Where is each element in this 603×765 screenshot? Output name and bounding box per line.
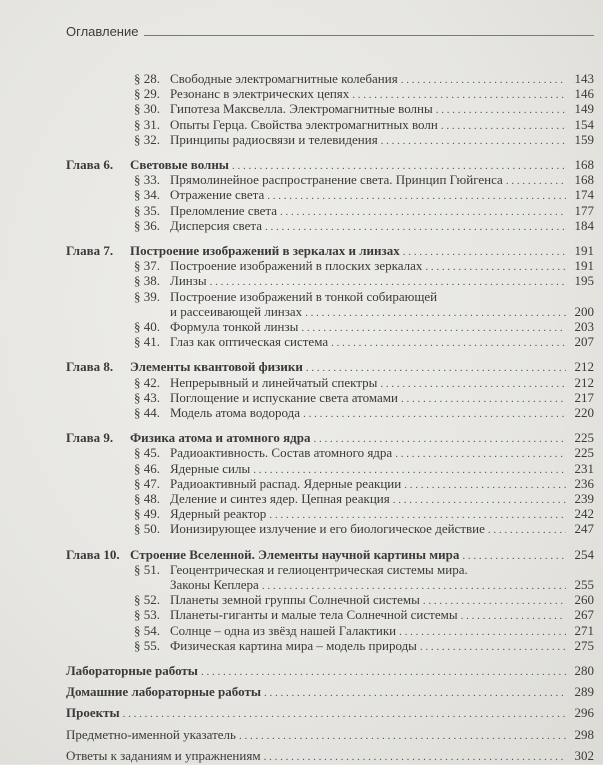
page-number: 236 (574, 475, 594, 491)
page-number: 200 (574, 303, 594, 319)
dot-leader (420, 640, 566, 655)
dot-leader (239, 729, 566, 744)
chapter-number: Глава 7. (66, 243, 114, 258)
page-number: 212 (574, 374, 594, 390)
section-number: § 53. (134, 607, 160, 623)
section-number: § 32. (134, 131, 160, 147)
chapter-number: Глава 6. (66, 157, 114, 172)
section-number: § 31. (134, 116, 160, 132)
section-number: § 52. (134, 592, 160, 608)
section-number: § 46. (134, 460, 160, 476)
section-title[interactable]: Радиоактивный распад. Ядерные реакции (170, 475, 402, 491)
section-number: § 40. (134, 319, 160, 334)
toc-appendix-row[interactable] (66, 727, 594, 744)
page-number: 275 (574, 637, 594, 653)
section-title[interactable]: Планеты-гиганты и малые тела Солнечной системы (170, 607, 458, 623)
appendix-title[interactable]: Домашние лабораторные работы (66, 684, 261, 700)
toc-section-row[interactable] (134, 562, 594, 577)
section-title[interactable]: Построение изображений в плоских зеркалах (170, 258, 423, 274)
section-title[interactable]: Формула тонкой линзы (170, 319, 299, 334)
page-number: 289 (574, 684, 594, 700)
page-number: 168 (574, 157, 594, 172)
section-number: § 39. (134, 288, 160, 304)
page-number: 271 (574, 622, 594, 638)
chapter-number: Глава 9. (66, 430, 114, 446)
running-header (66, 23, 594, 39)
dot-leader (264, 750, 566, 765)
section-number: § 45. (134, 445, 160, 461)
section-title-continuation[interactable]: Законы Кеплера (170, 577, 259, 592)
section-title[interactable]: Отражение света (170, 187, 265, 203)
page-number: 242 (574, 506, 594, 522)
dot-leader (123, 707, 566, 722)
dot-leader (201, 665, 566, 680)
page-number: 217 (574, 389, 594, 405)
section-number: § 50. (134, 521, 160, 537)
section-title[interactable]: Ядерные силы (170, 460, 251, 476)
section-title[interactable]: Ядерный реактор (170, 506, 267, 522)
page-number: 220 (574, 405, 594, 420)
section-title[interactable]: Дисперсия света (170, 217, 262, 233)
toc-section-row[interactable] (134, 289, 594, 304)
toc-section-row[interactable] (134, 638, 594, 655)
section-number: § 38. (134, 273, 160, 289)
page-number: 203 (574, 319, 594, 334)
toc-section-row[interactable] (134, 218, 594, 235)
page-number: 212 (574, 359, 594, 375)
section-number: § 48. (134, 491, 160, 506)
appendix-title[interactable]: Ответы к заданиям и упражнениям (66, 747, 261, 763)
page-number: 149 (574, 101, 594, 117)
page-number: 225 (574, 445, 594, 461)
section-number: § 42. (134, 374, 160, 390)
toc-appendix-row[interactable] (66, 663, 594, 680)
page-number: 225 (574, 430, 594, 446)
section-title[interactable]: Ионизирующее излучение и его биологическое действие (170, 521, 485, 537)
section-title[interactable]: Поглощение и испускание света атомами (170, 389, 398, 405)
page-number: 177 (574, 202, 594, 218)
page-number: 296 (574, 705, 594, 721)
section-number: § 49. (134, 506, 160, 522)
section-title[interactable]: Прямолинейное распространение света. Принцип Гюйгенса (170, 172, 503, 188)
page-number: 260 (574, 592, 594, 608)
toc-section-row[interactable] (134, 405, 594, 422)
page-number: 159 (574, 131, 594, 147)
chapter-number: Глава 10. (66, 546, 120, 562)
section-title[interactable]: Преломление света (170, 202, 278, 218)
page-number: 231 (574, 460, 594, 476)
toc-section-row[interactable] (134, 334, 594, 351)
toc-section-row[interactable] (134, 132, 594, 149)
appendix-title[interactable]: Лабораторные работы (66, 663, 198, 678)
page-number: 191 (574, 258, 594, 274)
section-title[interactable]: Свободные электромагнитные колебания (170, 71, 398, 86)
section-number: § 33. (134, 172, 160, 188)
section-number: § 35. (134, 202, 160, 218)
section-number: § 54. (134, 622, 160, 638)
section-number: § 51. (134, 561, 160, 577)
section-title[interactable]: Глаз как оптическая система (170, 334, 329, 350)
page-number: 247 (574, 521, 594, 537)
page-number: 154 (574, 116, 594, 132)
section-number: § 47. (134, 475, 160, 491)
chapter-title[interactable]: Строение Вселенной. Элементы научной картины мира (130, 546, 460, 562)
chapter-title[interactable]: Построение изображений в зеркалах и линзах (130, 243, 400, 258)
section-number: § 36. (134, 217, 160, 233)
dot-leader (303, 407, 566, 422)
section-title[interactable]: Радиоактивность. Состав атомного ядра (170, 445, 393, 461)
section-title[interactable]: Планеты земной группы Солнечной системы (170, 592, 420, 608)
page-number: 207 (574, 334, 594, 350)
section-title[interactable]: Принципы радиосвязи и телевидения (170, 131, 378, 147)
section-number: § 28. (134, 71, 160, 86)
section-title[interactable]: Солнце – одна из звёзд нашей Галактики (170, 622, 397, 638)
page-number: 146 (574, 86, 594, 102)
page-number: 254 (574, 546, 594, 562)
toc-appendix-row[interactable] (66, 705, 594, 722)
appendix-title[interactable]: Проекты (66, 705, 120, 721)
section-number: § 29. (134, 86, 160, 102)
page-number: 267 (574, 607, 594, 623)
page-number: 280 (574, 663, 594, 678)
section-number: § 55. (134, 637, 160, 653)
page-number: 255 (574, 577, 594, 592)
section-title[interactable]: Физическая картина мира – модель природы (170, 637, 417, 653)
section-title[interactable]: Непрерывный и линейчатый спектры (170, 374, 378, 390)
page-number: 195 (574, 273, 594, 289)
dot-leader (488, 523, 566, 538)
section-number: § 41. (134, 334, 160, 350)
header-title: Оглавление (66, 24, 139, 39)
section-title[interactable]: Линзы (170, 273, 207, 289)
dot-leader (265, 220, 566, 235)
section-title[interactable]: Модель атома водорода (170, 405, 301, 420)
section-number: § 43. (134, 389, 160, 405)
chapter-title[interactable]: Световые волны (130, 157, 229, 172)
section-title[interactable]: Резонанс в электрических цепях (170, 86, 350, 102)
appendix-title[interactable]: Предметно-именной указатель (66, 726, 236, 742)
page-number: 174 (574, 187, 594, 203)
page-number: 168 (574, 172, 594, 188)
section-title[interactable]: Опыты Герца. Свойства электромагнитных волн (170, 116, 438, 132)
toc-appendix-row[interactable] (66, 748, 594, 765)
page-number: 143 (574, 71, 594, 86)
section-number: § 37. (134, 258, 160, 274)
section-title-continuation[interactable]: и рассеивающей линзах (170, 303, 303, 319)
page-number: 191 (574, 243, 594, 258)
section-number: § 44. (134, 405, 160, 420)
toc-appendix-row[interactable] (66, 684, 594, 701)
chapter-number: Глава 8. (66, 359, 114, 375)
toc-section-row[interactable] (134, 521, 594, 538)
section-title[interactable]: Гипотеза Максвелла. Электромагнитные волны (170, 101, 433, 117)
dot-leader (381, 134, 566, 149)
header-rule (144, 35, 594, 36)
section-title[interactable]: Геоцентрическая и гелиоцентрическая системы мира. (170, 561, 468, 577)
section-title[interactable]: Построение изображений в тонкой собирающей (170, 288, 438, 304)
page-number: 184 (574, 217, 594, 233)
dot-leader (331, 336, 566, 351)
dot-leader (264, 686, 566, 701)
section-number: § 34. (134, 187, 160, 203)
page-number: 239 (574, 491, 594, 506)
chapter-title[interactable]: Элементы квантовой физики (130, 359, 303, 375)
section-number: § 30. (134, 101, 160, 117)
section-title[interactable]: Деление и синтез ядер. Цепная реакция (170, 491, 390, 506)
page-number: 298 (574, 726, 594, 742)
page-number: 302 (574, 747, 594, 763)
chapter-title[interactable]: Физика атома и атомного ядра (130, 430, 311, 446)
